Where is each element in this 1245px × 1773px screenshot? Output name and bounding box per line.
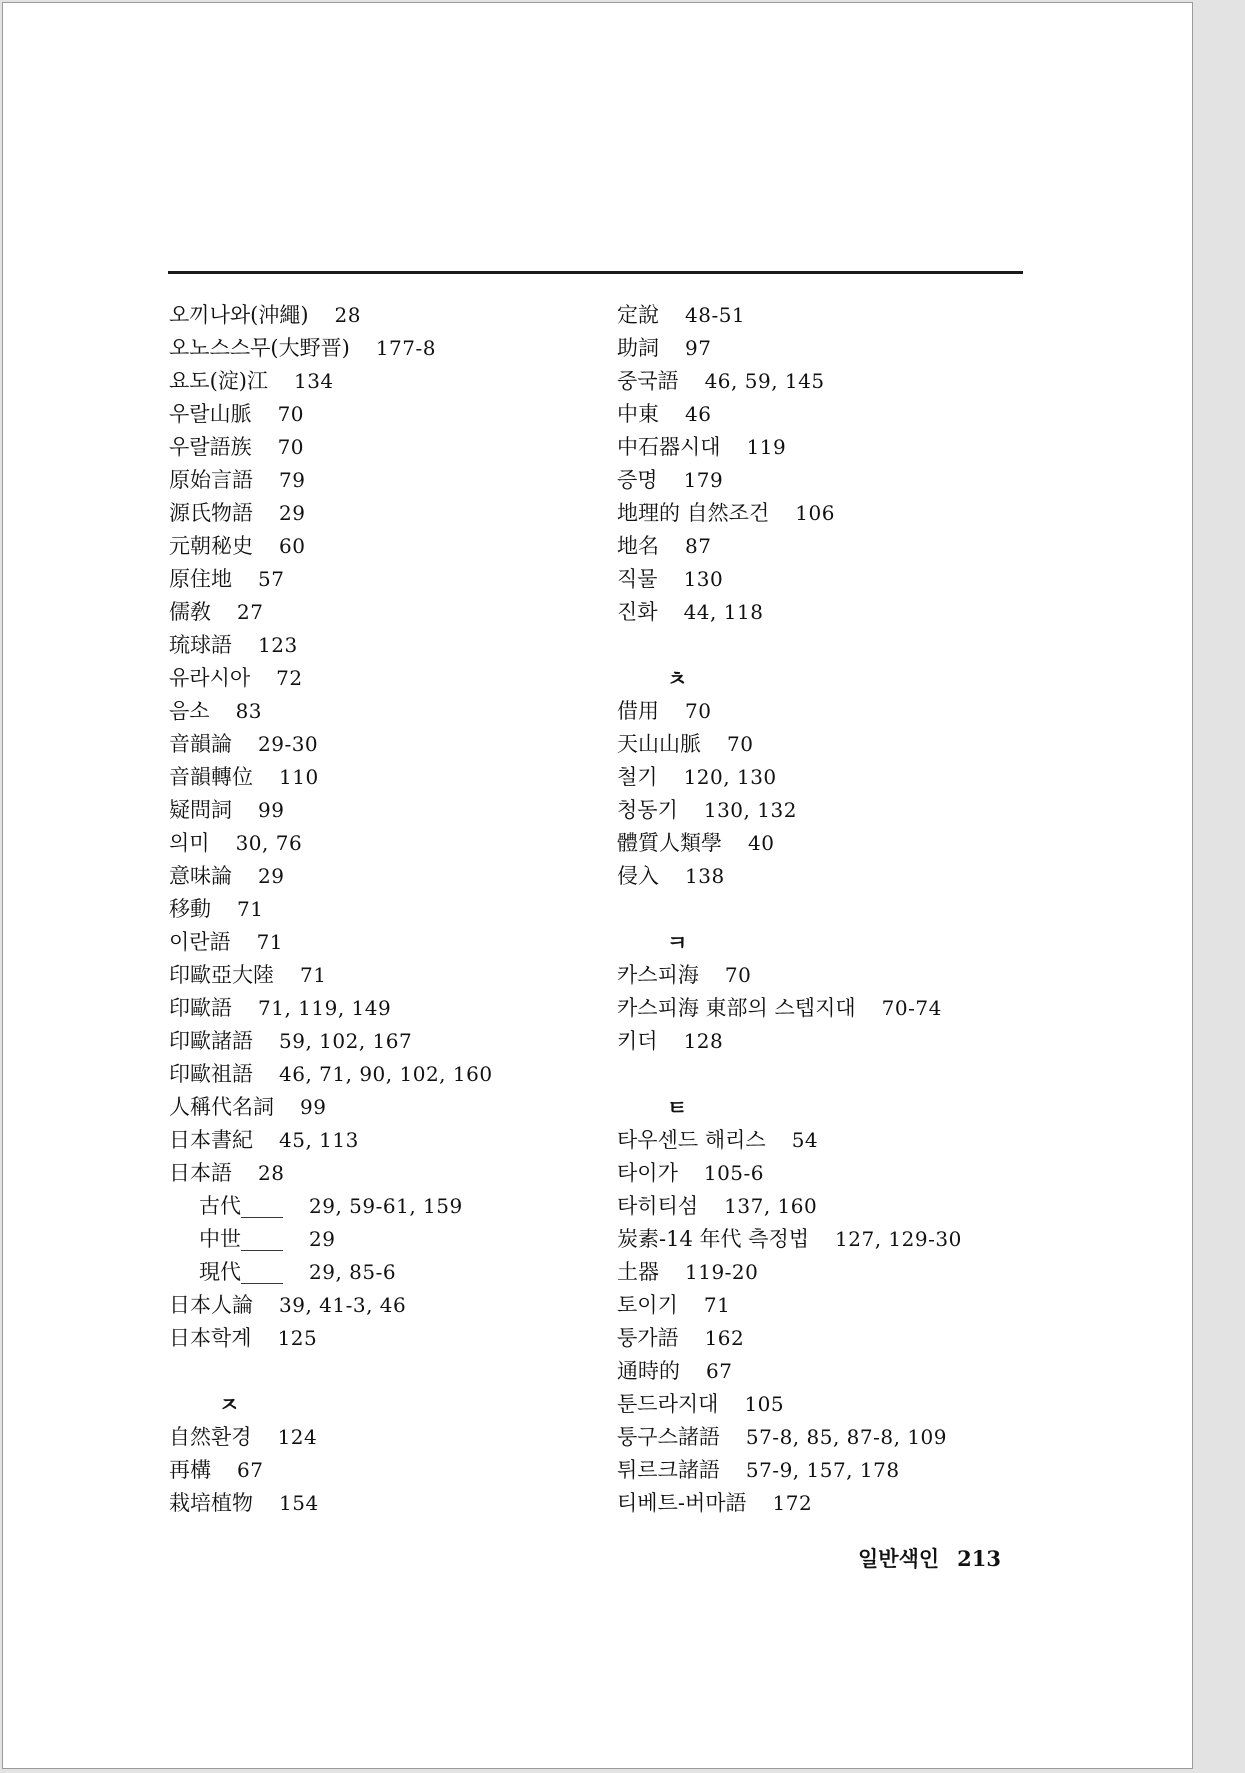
- index-entry: [617, 497, 962, 530]
- index-term: 通時的: [617, 1359, 680, 1383]
- index-column-left: [169, 299, 493, 1520]
- page-references: 45, 113: [279, 1128, 359, 1152]
- index-entry: [617, 563, 962, 596]
- page-references: 48-51: [685, 303, 746, 327]
- page-references: 28: [334, 303, 361, 327]
- index-entry: [169, 299, 493, 332]
- section-gap: [617, 893, 962, 926]
- page-references: 83: [235, 699, 263, 723]
- index-term: 古代____: [199, 1194, 283, 1218]
- page-references: 172: [772, 1491, 813, 1515]
- index-term: 툰드라지대: [617, 1392, 719, 1416]
- index-entry: [617, 794, 962, 827]
- page-references: 29: [279, 501, 306, 525]
- page-references: 130: [683, 567, 724, 591]
- page-references: 29: [258, 864, 285, 888]
- index-entry: [169, 1322, 493, 1355]
- index-entry: [617, 1487, 962, 1520]
- page-references: 44, 118: [683, 600, 764, 624]
- index-entry: [617, 1256, 962, 1289]
- index-term: 原住地: [169, 567, 232, 591]
- index-term: 직물: [617, 567, 658, 591]
- index-term: 진화: [617, 600, 658, 624]
- index-term: 카스피海: [617, 963, 699, 987]
- index-term: 借用: [617, 699, 659, 723]
- index-term: 카스피海 東部의 스텝지대: [617, 996, 856, 1020]
- page-references: 46, 59, 145: [704, 369, 825, 393]
- index-column-right: [617, 299, 962, 1520]
- index-term: 유라시아: [169, 666, 251, 690]
- index-term: 요도(淀)江: [169, 369, 268, 393]
- index-entry: [169, 893, 493, 926]
- index-entry: [617, 530, 962, 563]
- index-entry: [617, 1223, 962, 1256]
- page-references: 27: [237, 600, 264, 624]
- section-heading: ㅈ: [219, 1392, 240, 1417]
- index-entry: [617, 992, 962, 1025]
- index-term: 日本학계: [169, 1326, 252, 1350]
- index-term: 元朝秘史: [169, 534, 253, 558]
- index-term: 퉁가語: [617, 1326, 679, 1350]
- page-footer: [858, 1543, 1001, 1573]
- page-references: 57-8, 85, 87-8, 109: [745, 1425, 947, 1449]
- page-references: 119: [746, 435, 787, 459]
- page-references: 138: [685, 864, 725, 888]
- page-number: 213: [957, 1546, 1001, 1571]
- page-references: 71: [256, 930, 284, 954]
- index-term: 栽培植物: [169, 1491, 253, 1515]
- index-term: 키더: [617, 1029, 658, 1053]
- page-references: 29: [309, 1227, 336, 1251]
- index-term: 철기: [617, 765, 658, 789]
- page-references: 70: [724, 963, 752, 987]
- index-entry: [169, 596, 493, 629]
- footer-section-title: 일반색인: [858, 1546, 940, 1571]
- index-term: 源氏物語: [169, 501, 253, 525]
- page-references: 70-74: [881, 996, 942, 1020]
- index-entry: [169, 992, 493, 1025]
- index-entry: [617, 365, 962, 398]
- page-references: 71: [237, 897, 264, 921]
- page-references: 99: [300, 1095, 327, 1119]
- index-term: 定說: [617, 303, 659, 327]
- index-subentry: [169, 1256, 493, 1289]
- index-term: 이란語: [169, 930, 231, 954]
- index-entry: [169, 1421, 493, 1454]
- page-references: 119-20: [685, 1260, 759, 1284]
- index-entry: [169, 1091, 493, 1124]
- page-references: 46: [685, 402, 712, 426]
- page-references: 137, 160: [724, 1194, 818, 1218]
- index-entry: [617, 1421, 962, 1454]
- page-references: 154: [279, 1491, 319, 1515]
- page-references: 72: [276, 666, 303, 690]
- index-page: [2, 2, 1193, 1769]
- index-subentry: [169, 1223, 493, 1256]
- index-term: 日本書紀: [169, 1128, 253, 1152]
- index-term: 中世____: [199, 1227, 283, 1251]
- index-entry: [169, 398, 493, 431]
- page-references: 71, 119, 149: [258, 996, 392, 1020]
- index-term: 우랄語族: [169, 435, 252, 459]
- index-term: 移動: [169, 897, 211, 921]
- index-entry: [169, 1289, 493, 1322]
- index-term: 印歐亞大陸: [169, 963, 274, 987]
- index-entry: [617, 464, 962, 497]
- page-references: 179: [683, 468, 724, 492]
- page-references: 105: [744, 1392, 785, 1416]
- page-references: 28: [258, 1161, 285, 1185]
- page-references: 67: [237, 1458, 264, 1482]
- index-entry: [617, 1289, 962, 1322]
- index-term: 타이가: [617, 1161, 678, 1185]
- page-references: 120, 130: [683, 765, 777, 789]
- index-entry: [169, 794, 493, 827]
- index-entry: [169, 530, 493, 563]
- index-entry: [169, 695, 493, 728]
- index-entry: [617, 332, 962, 365]
- index-entry: [617, 695, 962, 728]
- page-references: 70: [277, 435, 305, 459]
- index-term: 侵入: [617, 864, 659, 888]
- index-term: 琉球語: [169, 633, 232, 657]
- index-entry: [169, 497, 493, 530]
- page-references: 70: [727, 732, 754, 756]
- index-term: 土器: [617, 1260, 659, 1284]
- section-gap: [617, 1058, 962, 1091]
- page-references: 130, 132: [703, 798, 797, 822]
- index-term: 중국語: [617, 369, 679, 393]
- page-references: 59, 102, 167: [279, 1029, 413, 1053]
- index-term: 타히티섬: [617, 1194, 699, 1218]
- page-references: 127, 129-30: [835, 1227, 962, 1251]
- page-references: 71: [300, 963, 327, 987]
- section-gap: [169, 1355, 493, 1388]
- page-references: 67: [706, 1359, 733, 1383]
- index-entry: [169, 332, 493, 365]
- page-references: 57: [258, 567, 285, 591]
- index-term: 炭素-14 年代 측정법: [617, 1227, 810, 1251]
- index-entry: [169, 926, 493, 959]
- index-entry: [169, 728, 493, 761]
- index-term: 儒敎: [169, 600, 211, 624]
- page-references: 177-8: [375, 336, 436, 360]
- index-entry: [617, 1454, 962, 1487]
- index-term: 印歐祖語: [169, 1062, 253, 1086]
- index-entry: [169, 464, 493, 497]
- index-term: 地理的 自然조건: [617, 501, 770, 525]
- index-entry: [617, 860, 962, 893]
- index-term: 原始言語: [169, 468, 253, 492]
- index-term: 自然환경: [169, 1425, 252, 1449]
- page-references: 29, 59-61, 159: [309, 1194, 463, 1218]
- index-term: 의미: [169, 831, 210, 855]
- page-references: 79: [279, 468, 306, 492]
- page-references: 54: [791, 1128, 819, 1152]
- index-term: 日本語: [169, 1161, 232, 1185]
- index-term: 音韻論: [169, 732, 232, 756]
- index-entry: [617, 827, 962, 860]
- index-entry: [617, 1157, 962, 1190]
- index-term: 音韻轉位: [169, 765, 253, 789]
- index-entry: [617, 761, 962, 794]
- index-term: 地名: [617, 534, 659, 558]
- index-entry: [169, 431, 493, 464]
- page-references: 71: [703, 1293, 731, 1317]
- index-entry: [617, 1025, 962, 1058]
- index-entry: [169, 1058, 493, 1091]
- page-references: 30, 76: [235, 831, 303, 855]
- page-references: 46, 71, 90, 102, 160: [279, 1062, 493, 1086]
- page-references: 57-9, 157, 178: [745, 1458, 900, 1482]
- page-references: 128: [683, 1029, 724, 1053]
- index-entry: [169, 860, 493, 893]
- index-entry: [169, 761, 493, 794]
- index-entry: [169, 1025, 493, 1058]
- page-references: 99: [258, 798, 285, 822]
- index-entry: [617, 299, 962, 332]
- section-heading: ㅌ: [667, 1095, 688, 1120]
- index-term: 오노스스무(大野晋): [169, 336, 350, 360]
- index-term: 人稱代名詞: [169, 1095, 274, 1119]
- page-references: 70: [277, 402, 305, 426]
- index-term: 우랄山脈: [169, 402, 252, 426]
- index-term: 퉁구스諸語: [617, 1425, 720, 1449]
- index-term: 오끼나와(沖繩): [169, 303, 309, 327]
- page-references: 110: [279, 765, 319, 789]
- page-references: 29, 85-6: [309, 1260, 397, 1284]
- index-entry: [169, 1124, 493, 1157]
- index-term: 中東: [617, 402, 659, 426]
- index-term: 청동기: [617, 798, 678, 822]
- index-entry: [617, 1322, 962, 1355]
- page-references: 87: [685, 534, 712, 558]
- page-references: 105-6: [703, 1161, 765, 1185]
- index-subentry: [169, 1190, 493, 1223]
- index-term: 體質人類學: [617, 831, 722, 855]
- index-entry: [617, 959, 962, 992]
- section-heading: ㅋ: [667, 930, 688, 955]
- page-references: 97: [685, 336, 712, 360]
- index-entry: [617, 1190, 962, 1223]
- index-term: 印歐諸語: [169, 1029, 253, 1053]
- page-references: 39, 41-3, 46: [279, 1293, 407, 1317]
- top-rule: [168, 271, 1023, 274]
- page-references: 60: [279, 534, 306, 558]
- page-references: 134: [293, 369, 334, 393]
- index-entry: [169, 1454, 493, 1487]
- index-term: 助詞: [617, 336, 659, 360]
- index-entry: [617, 398, 962, 431]
- index-entry: [617, 1355, 962, 1388]
- index-term: 음소: [169, 699, 210, 723]
- index-term: 中石器시대: [617, 435, 721, 459]
- index-entry: [169, 827, 493, 860]
- page-references: 40: [748, 831, 775, 855]
- section-heading: ㅊ: [667, 666, 688, 691]
- index-entry: [617, 1388, 962, 1421]
- index-entry: [169, 959, 493, 992]
- index-term: 印歐語: [169, 996, 232, 1020]
- page-references: 162: [704, 1326, 745, 1350]
- page-references: 70: [685, 699, 712, 723]
- index-term: 티베트-버마語: [617, 1491, 747, 1515]
- index-term: 疑問詞: [169, 798, 232, 822]
- index-entry: [169, 1157, 493, 1190]
- index-entry: [169, 1487, 493, 1520]
- index-term: 타우센드 해리스: [617, 1128, 766, 1152]
- index-entry: [169, 662, 493, 695]
- index-term: 意味論: [169, 864, 232, 888]
- index-entry: [617, 1124, 962, 1157]
- index-entry: [169, 563, 493, 596]
- index-term: 튀르크諸語: [617, 1458, 720, 1482]
- page-references: 106: [795, 501, 835, 525]
- page-references: 124: [277, 1425, 318, 1449]
- index-term: 증명: [617, 468, 658, 492]
- page-references: 125: [277, 1326, 318, 1350]
- index-term: 再構: [169, 1458, 211, 1482]
- index-term: 現代____: [199, 1260, 283, 1284]
- page-references: 123: [258, 633, 298, 657]
- section-gap: [617, 629, 962, 662]
- index-entry: [169, 365, 493, 398]
- index-term: 토이기: [617, 1293, 678, 1317]
- page-references: 29-30: [258, 732, 319, 756]
- index-entry: [169, 629, 493, 662]
- index-entry: [617, 431, 962, 464]
- index-term: 天山山脈: [617, 732, 701, 756]
- index-entry: [617, 596, 962, 629]
- index-term: 日本人論: [169, 1293, 253, 1317]
- index-entry: [617, 728, 962, 761]
